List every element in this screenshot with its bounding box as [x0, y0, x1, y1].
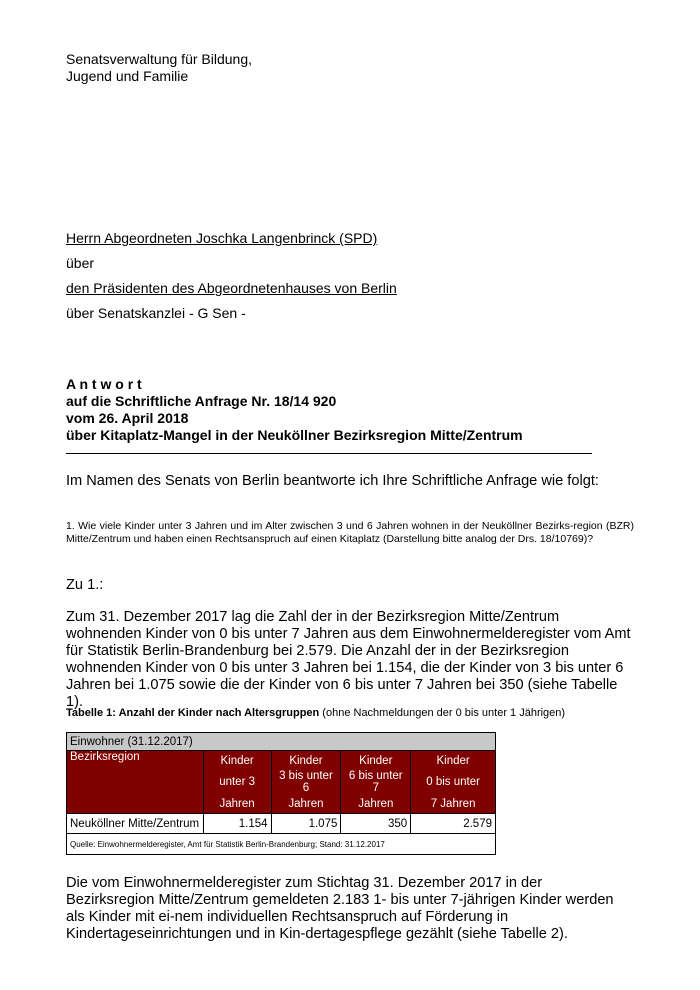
answer-paragraph: Die vom Einwohnermelderegister zum Stichtag 31. Dezember 2017 in der Bezirksregion Mitte/Zentrum gemeldeten 2.183 1- bis unter 7-jährigen Kinder werden als Kinder mit ei-nem individuellen Rechtsanspruch auf Förderung in Kindertageseinrichtungen und in Kin-dertagespflege gezählt (siehe Tabelle 2). [66, 875, 614, 942]
table-caption [66, 706, 565, 720]
answer-heading [66, 376, 523, 444]
col-header-part: 7 Jahren [411, 794, 496, 814]
via-line: über [66, 255, 95, 271]
table-group-header: Einwohner (31.12.2017) [67, 733, 496, 751]
sender-block [66, 51, 252, 85]
col-header-part: 6 bis unter 7 [341, 770, 411, 794]
col-header-part: Jahren [203, 794, 271, 814]
children-table [66, 732, 496, 855]
cell-value: 1.154 [203, 814, 271, 834]
via-line: über Senatskanzlei - G Sen - [66, 305, 246, 321]
col-header-region: Bezirksregion [67, 751, 204, 771]
col-header-empty [67, 770, 204, 794]
col-header-empty [67, 794, 204, 814]
cell-region: Neuköllner Mitte/Zentrum [67, 814, 204, 834]
table-source: Quelle: Einwohnermelderegister, Amt für Statistik Berlin-Brandenburg; Stand: 31.12.2017 [67, 834, 496, 855]
sender-line: Senatsverwaltung für Bildung, [66, 51, 252, 67]
answer-paragraph: Zum 31. Dezember 2017 lag die Zahl der in der Bezirksregion Mitte/Zentrum wohnenden Kinder von 0 bis unter 7 Jahren aus dem Einwohnermelderegister vom Amt für Statistik Berlin-Brandenburg bei 2.579. Die Anzahl der in der Bezirksregion wohnenden Kinder von 0 bis unter 3 Jahren bei 1.154, die der Kinder von 3 bis unter 6 Jahren bei 1.075 sowie die der Kinder von 6 bis unter 7 Jahren bei 350 (siehe Tabelle 1). [66, 609, 631, 710]
table-caption-note: (ohne Nachmeldungen der 0 bis unter 1 Jährigen) [319, 707, 566, 719]
recipient: Herrn Abgeordneten Joschka Langenbrinck (SPD) [66, 230, 378, 246]
col-header-part: Jahren [341, 794, 411, 814]
heading-line: auf die Schriftliche Anfrage Nr. 18/14 920 [66, 393, 337, 409]
col-header-part: Jahren [271, 794, 341, 814]
col-header-part: 3 bis unter 6 [271, 770, 341, 794]
cell-value: 2.579 [411, 814, 496, 834]
intro-text: Im Namen des Senats von Berlin beantworte ich Ihre Schriftliche Anfrage wie folgt: [66, 473, 599, 489]
heading-line: A n t w o r t [66, 376, 142, 392]
answer-label: Zu 1.: [66, 577, 104, 593]
heading-divider [66, 453, 592, 454]
sender-line: Jugend und Familie [66, 68, 189, 84]
cell-value: 1.075 [271, 814, 341, 834]
via-line: den Präsidenten des Abgeordnetenhauses von Berlin [66, 280, 397, 296]
table-row [67, 814, 496, 834]
cell-value: 350 [341, 814, 411, 834]
col-header-part: Kinder [411, 751, 496, 771]
table-caption-title: Tabelle 1: Anzahl der Kinder nach Altersgruppen [66, 707, 320, 719]
col-header-part: 0 bis unter [411, 770, 496, 794]
heading-line: vom 26. April 2018 [66, 410, 189, 426]
question-text: 1. Wie viele Kinder unter 3 Jahren und im Alter zwischen 3 und 6 Jahren wohnen in der Neuköllner Bezirks-region (BZR) Mitte/Zentrum und haben einen Rechtsanspruch auf einen Kitaplatz (Darstellung bitte analog der Drs. 18/10769)? [66, 520, 634, 545]
col-header-part: unter 3 [203, 770, 271, 794]
col-header-part: Kinder [271, 751, 341, 771]
col-header-part: Kinder [203, 751, 271, 771]
col-header-part: Kinder [341, 751, 411, 771]
heading-line: über Kitaplatz-Mangel in der Neuköllner Bezirksregion Mitte/Zentrum [66, 427, 523, 443]
